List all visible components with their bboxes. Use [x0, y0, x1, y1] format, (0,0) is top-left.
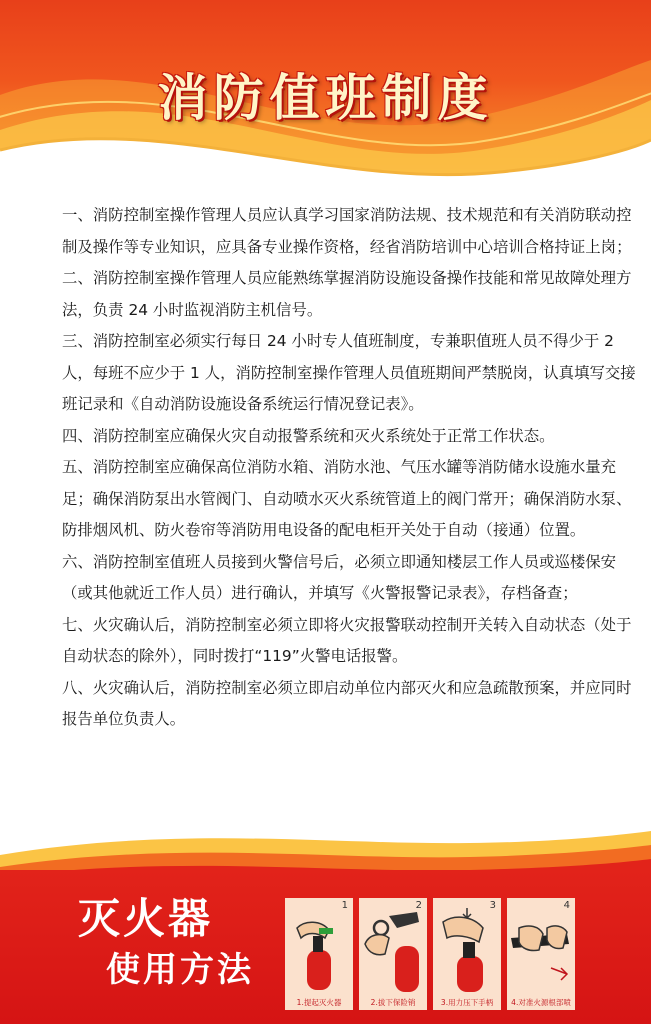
step-number-1: 1 [341, 900, 348, 911]
step-number-3: 3 [489, 900, 496, 911]
rules-content [62, 200, 637, 736]
step-card-3 [433, 898, 501, 1010]
rule-item-2: 二、消防控制室操作管理人员应能熟练掌握消防设施设备操作技能和常见故障处理方法，负责 24 小时监视消防主机信号。 [62, 269, 632, 319]
rule-item-4: 四、消防控制室应确保火灾自动报警系统和灭火系统处于正常工作状态。 [62, 426, 555, 445]
rule-item-8: 八、火灾确认后，消防控制室必须立即启动单位内部灭火和应急疏散预案，并应同时报告单位负责人。 [62, 678, 632, 728]
step-caption-3: 3.用力压下手柄 [440, 998, 494, 1007]
rule-item-5: 五、消防控制室应确保高位消防水箱、消防水池、气压水罐等消防储水设施水量充足；确保消防泵出水管阀门、自动喷水灭火系统管道上的阀门常开；确保消防水泵、防排烟风机、防火卷帘等消防用电设备的配电柜开关处于自动（接通）位置。 [62, 458, 632, 539]
lift-extinguisher-icon [285, 898, 353, 998]
extinguisher-title: 灭火器 [78, 894, 214, 943]
extinguisher-subtitle: 使用方法 [106, 950, 254, 990]
step-card-2 [359, 898, 427, 1010]
header-banner [0, 0, 651, 200]
step-number-4: 4 [563, 900, 570, 911]
pull-pin-icon [359, 898, 427, 998]
rule-item-3: 三、消防控制室必须实行每日 24 小时专人值班制度，专兼职值班人员不得少于 2 人，每班不应少于 1 人，消防控制室操作管理人员值班期间严禁脱岗，认真填写交接班记录和《自动消防设施设备系统运行情况登记表》。 [62, 332, 636, 413]
press-handle-icon [433, 898, 501, 998]
step-caption-1: 1.提起灭火器 [296, 998, 342, 1007]
step-card-1 [285, 898, 353, 1010]
rule-item-6: 六、消防控制室值班人员接到火警信号后，必须立即通知楼层工作人员或巡楼保安（或其他就近工作人员）进行确认，并填写《火警报警记录表》，存档备查； [62, 552, 617, 602]
step-caption-4: 4.对准火源根部喷 [511, 998, 571, 1007]
rule-item-1: 一、消防控制室操作管理人员应认真学习国家消防法规、技术规范和有关消防联动控制及操作等专业知识，应具备专业操作资格，经省消防培训中心培训合格持证上岗； [62, 206, 632, 256]
extinguisher-steps [285, 898, 577, 1010]
step-caption-2: 2.拔下保险销 [370, 998, 416, 1007]
rule-item-7: 七、火灾确认后，消防控制室必须立即将火灾报警联动控制开关转入自动状态（处于自动状态的除外），同时拨打“119”火警电话报警。 [62, 615, 632, 665]
page-title: 消防值班制度 [157, 69, 494, 127]
aim-fire-icon [507, 898, 575, 998]
step-number-2: 2 [415, 900, 422, 911]
step-card-4 [507, 898, 575, 1010]
